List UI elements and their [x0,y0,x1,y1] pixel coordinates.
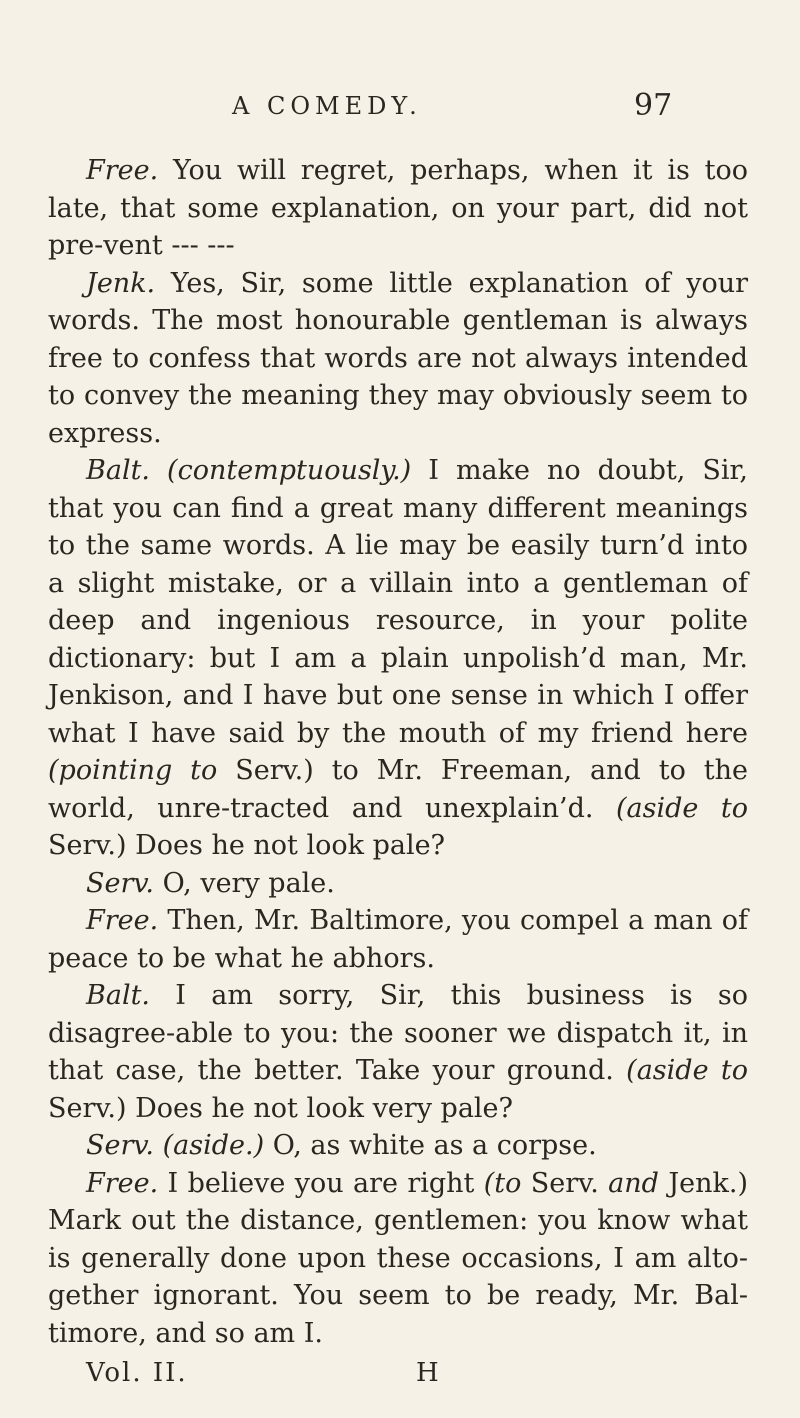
speaker-name: Free. [86,155,159,186]
dialogue-text: Serv.) to Mr. Freeman, and to the world, unre-tracted and unexplain’d. [48,755,748,824]
page-header [0,88,800,128]
paragraph-8 [48,1165,748,1353]
dialogue-text: Jenk.) Mark out the distance, gentlemen: you know what is generally done upon these occasions, I am alto-gether ignorant. You seem to be ready, Mr. Bal-timore, and so am I. [48,1167,748,1349]
speaker-name: Free. [86,1167,159,1199]
volume-signature: Vol. II. [86,1358,188,1388]
dialogue-text: Yes, Sir, some little explanation of your words. The most honourable gentleman is always free to confess that words are not always intended to convey the meaning they may obviously seem to express. [48,267,748,449]
paragraph-4 [48,865,748,903]
stage-direction: (aside to [615,792,748,824]
paragraph-6 [48,977,748,1127]
speaker-name: Free. [86,905,159,936]
stage-direction: (aside to [626,1055,749,1086]
page-number: 97 [634,88,673,123]
dialogue-text: O, very pale. [154,867,335,899]
dialogue-text: O, as white as a corpse. [264,1130,597,1161]
signature-letter: H [416,1358,439,1388]
speaker-name: Balt. [86,455,151,486]
page-footer [0,1358,800,1398]
paragraph-3 [48,452,748,865]
speaker-name: Serv. [86,867,155,899]
dialogue-text: Then, Mr. Baltimore, you compel a man of peace to be what he abhors. [48,905,748,974]
running-title: A COMEDY. [232,92,422,120]
stage-direction: and [608,1167,659,1199]
dialogue-text: Serv.) Does he not look pale? [48,830,446,861]
paragraph-7 [48,1127,748,1165]
stage-direction: (to [483,1167,522,1199]
stage-direction: (contemptuously.) [167,455,412,486]
paragraph-5 [48,902,748,977]
speaker-name: Balt. [86,980,151,1011]
speaker-name: Serv. [86,1130,155,1161]
dialogue-text: Serv.) Does he not look very pale? [48,1092,514,1124]
dialogue-text: I am sorry, Sir, this business is so disagree-able to you: the sooner we dispatch it, in that case, the better. Take your ground. [48,980,748,1086]
stage-direction: (aside.) [162,1130,265,1161]
dialogue-text: I believe you are right [158,1167,484,1199]
body-text [48,152,748,1352]
dialogue-text: I make no doubt, Sir, that you can find a great many different meanings to the same words. A lie may be easily turn’d into a slight mistake, or a villain into a gentleman of deep and ingenious resource, in your polite dictionary: but I am a plain unpolish’d man, Mr. Jenkison, and I have but one sense in which I offer what I have said by the mouth of my friend here [48,455,748,749]
paragraph-2 [48,265,748,453]
speaker-name: Jenk. [86,267,156,299]
dialogue-text: Serv. [521,1167,609,1199]
dialogue-text: You will regret, perhaps, when it is too late, that some explanation, on your part, did not pre-vent --- --- [48,155,748,261]
paragraph-1 [48,152,748,265]
stage-direction: (pointing to [48,755,218,786]
